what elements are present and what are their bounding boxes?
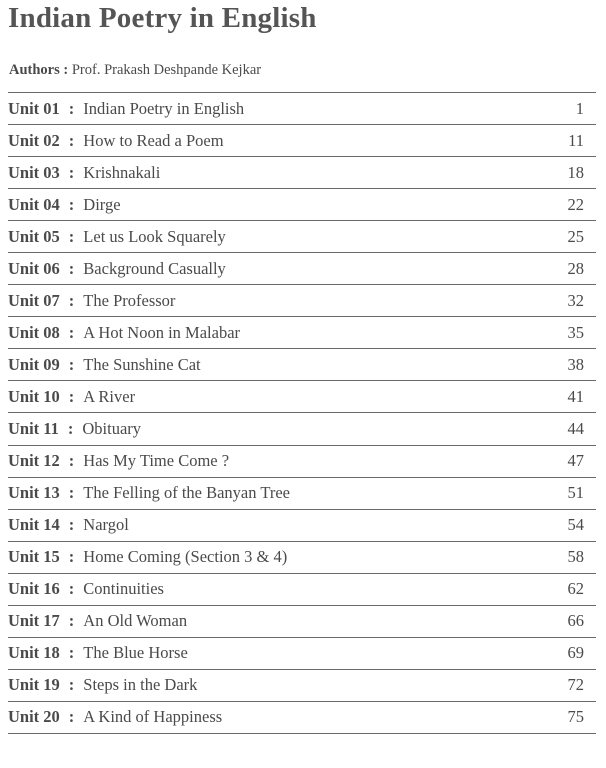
toc-separator: : (68, 707, 75, 727)
toc-row (8, 670, 596, 702)
toc-row (8, 157, 596, 189)
toc-unit-label: Unit 16 (8, 579, 60, 599)
toc-row (8, 413, 596, 445)
toc-unit-title: An Old Woman (83, 611, 188, 631)
authors-label: Authors : (9, 62, 69, 78)
toc-row (8, 542, 596, 574)
toc-unit-title: Home Coming (Section 3 & 4) (83, 547, 288, 567)
toc-row (8, 317, 596, 349)
toc-row (8, 93, 596, 125)
toc-unit-title: A River (83, 386, 136, 406)
toc-separator: : (68, 483, 75, 503)
toc-row (8, 446, 596, 478)
toc-unit-label: Unit 11 (8, 418, 59, 438)
toc-separator: : (68, 547, 75, 567)
toc-page-number: 44 (567, 418, 584, 438)
toc-page-number: 72 (567, 675, 584, 695)
toc-separator: : (68, 515, 75, 535)
toc-unit-label: Unit 20 (8, 707, 60, 727)
toc-row (8, 125, 596, 157)
toc-row (8, 189, 596, 221)
toc-unit-title: Steps in the Dark (83, 675, 198, 695)
toc-unit-title: A Kind of Happiness (83, 707, 223, 727)
toc-unit-title: Has My Time Come ? (83, 451, 230, 471)
toc-unit-label: Unit 18 (8, 643, 60, 663)
toc-separator: : (68, 451, 75, 471)
toc-unit-label: Unit 06 (8, 258, 60, 278)
table-of-contents (8, 92, 596, 734)
toc-page-number: 58 (567, 547, 584, 567)
toc-unit-label: Unit 15 (8, 547, 60, 567)
toc-unit-title: Obituary (82, 418, 142, 438)
toc-row (8, 478, 596, 510)
toc-row (8, 638, 596, 670)
authors-line (9, 62, 261, 79)
toc-unit-title: Continuities (83, 579, 164, 599)
toc-unit-title: A Hot Noon in Malabar (83, 322, 241, 342)
toc-separator: : (68, 98, 75, 118)
toc-page-number: 38 (567, 354, 584, 374)
toc-unit-label: Unit 02 (8, 130, 60, 150)
toc-separator: : (68, 258, 75, 278)
toc-page-number: 62 (567, 579, 584, 599)
toc-separator: : (68, 194, 75, 214)
toc-row (8, 574, 596, 606)
toc-unit-title: The Felling of the Banyan Tree (83, 483, 290, 503)
toc-page-number: 47 (567, 451, 584, 471)
toc-unit-label: Unit 07 (8, 290, 60, 310)
toc-row (8, 606, 596, 638)
toc-unit-title: The Blue Horse (83, 643, 188, 663)
toc-separator: : (68, 290, 75, 310)
toc-row (8, 349, 596, 381)
toc-separator: : (68, 162, 75, 182)
toc-row (8, 510, 596, 542)
toc-unit-title: Dirge (83, 194, 121, 214)
toc-separator: : (68, 354, 75, 374)
toc-separator: : (68, 611, 75, 631)
toc-unit-label: Unit 08 (8, 322, 60, 342)
toc-unit-label: Unit 03 (8, 162, 60, 182)
toc-unit-title: The Professor (83, 290, 176, 310)
toc-page-number: 51 (567, 483, 584, 503)
toc-row (8, 381, 596, 413)
toc-page-number: 28 (567, 258, 584, 278)
authors-value: Prof. Prakash Deshpande Kejkar (71, 62, 262, 78)
toc-unit-title: Krishnakali (83, 162, 161, 182)
toc-separator: : (68, 226, 75, 246)
toc-row (8, 285, 596, 317)
toc-page-number: 32 (567, 290, 584, 310)
toc-page-number: 25 (567, 226, 584, 246)
toc-separator: : (68, 322, 75, 342)
toc-unit-label: Unit 19 (8, 675, 60, 695)
toc-unit-title: Background Casually (83, 258, 226, 278)
toc-unit-label: Unit 04 (8, 194, 60, 214)
toc-unit-title: The Sunshine Cat (83, 354, 201, 374)
toc-unit-label: Unit 14 (8, 515, 60, 535)
toc-unit-title: Nargol (83, 515, 129, 535)
toc-page-number: 18 (567, 162, 584, 182)
toc-page-number: 69 (567, 643, 584, 663)
toc-unit-label: Unit 09 (8, 354, 60, 374)
toc-page-number: 41 (567, 386, 584, 406)
toc-separator: : (68, 130, 75, 150)
toc-unit-label: Unit 05 (8, 226, 60, 246)
toc-unit-label: Unit 17 (8, 611, 60, 631)
toc-page-number: 35 (567, 322, 584, 342)
toc-unit-label: Unit 13 (8, 483, 60, 503)
toc-separator: : (68, 675, 75, 695)
toc-page-number: 66 (567, 611, 584, 631)
toc-separator: : (68, 579, 75, 599)
toc-row (8, 702, 596, 734)
toc-separator: : (67, 418, 74, 438)
toc-separator: : (68, 386, 75, 406)
toc-page-number: 22 (567, 194, 584, 214)
page-title: Indian Poetry in English (8, 2, 317, 34)
toc-page-number: 1 (575, 98, 584, 118)
toc-row (8, 253, 596, 285)
toc-separator: : (68, 643, 75, 663)
toc-unit-label: Unit 01 (8, 98, 60, 118)
toc-unit-title: How to Read a Poem (83, 130, 224, 150)
toc-page-number: 11 (568, 130, 584, 150)
toc-row (8, 221, 596, 253)
toc-unit-title: Indian Poetry in English (83, 98, 245, 118)
toc-unit-title: Let us Look Squarely (83, 226, 226, 246)
toc-unit-label: Unit 12 (8, 451, 60, 471)
toc-page-number: 75 (567, 707, 584, 727)
toc-unit-label: Unit 10 (8, 386, 60, 406)
toc-page-number: 54 (567, 515, 584, 535)
